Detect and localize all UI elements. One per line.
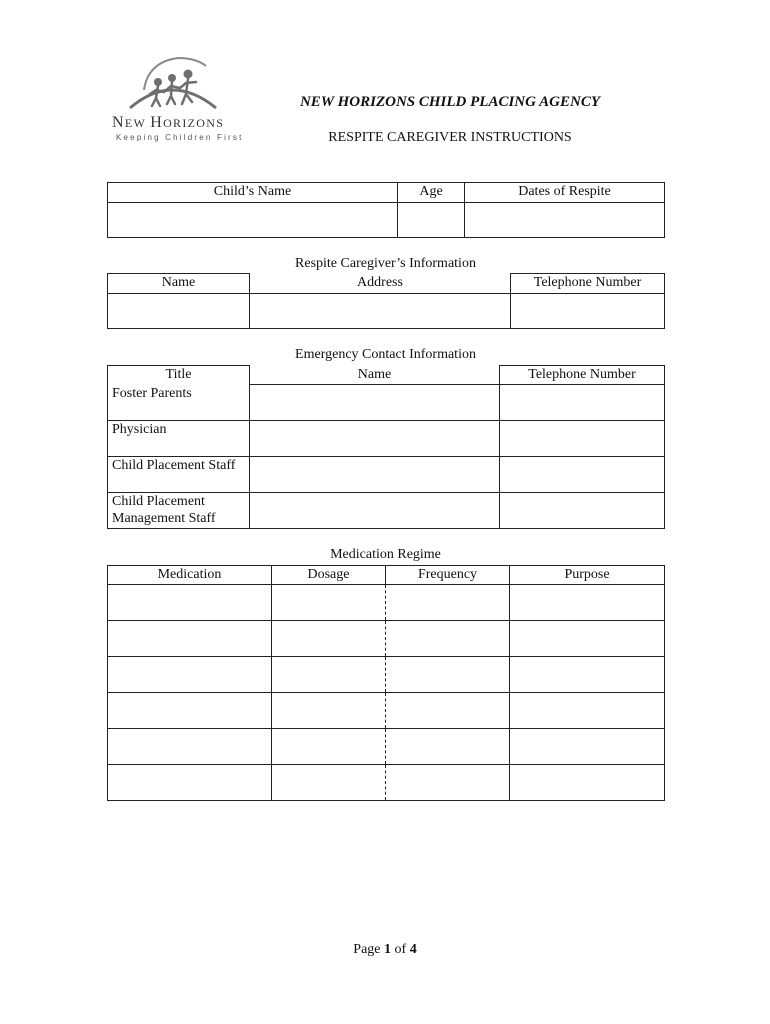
logo-letter-n: N — [112, 114, 125, 131]
dosage-cell[interactable] — [272, 729, 386, 765]
total-pages: 4 — [409, 942, 417, 957]
foster-parents-telephone-cell[interactable] — [500, 385, 665, 421]
frequency-cell[interactable] — [386, 621, 510, 657]
emergency-header-row — [108, 366, 665, 385]
medication-cell[interactable] — [108, 621, 272, 657]
header-age: Age — [398, 183, 465, 203]
medication-row — [108, 621, 665, 657]
medication-row — [108, 729, 665, 765]
physician-name-cell[interactable] — [250, 421, 500, 457]
medication-section-title: Medication Regime — [330, 547, 441, 562]
foster-parents-name-cell[interactable] — [250, 385, 500, 421]
page-indicator — [0, 942, 770, 958]
medication-header-row — [108, 566, 665, 585]
title-physician: Physician — [108, 421, 250, 457]
header-frequency: Frequency — [386, 566, 510, 585]
caregiver-section-title: Respite Caregiver’s Information — [295, 256, 476, 271]
child-info-table — [107, 182, 665, 238]
caregiver-name-cell[interactable] — [108, 294, 250, 329]
medication-table — [107, 565, 665, 801]
agency-title: NEW HORIZONS CHILD PLACING AGENCY — [299, 94, 601, 110]
purpose-cell[interactable] — [510, 765, 665, 801]
caregiver-address-cell[interactable] — [250, 294, 511, 329]
caregiver-header-row — [108, 274, 665, 294]
header-caregiver-name: Name — [108, 274, 250, 294]
child-table-header-row — [108, 183, 665, 203]
header-medication: Medication — [108, 566, 272, 585]
caregiver-table — [107, 273, 665, 329]
frequency-cell[interactable] — [386, 765, 510, 801]
dosage-cell[interactable] — [272, 765, 386, 801]
page-number: 1 — [384, 942, 392, 957]
page-label: Page — [353, 942, 385, 957]
header-childs-name: Child’s Name — [108, 183, 398, 203]
caregiver-row — [108, 294, 665, 329]
purpose-cell[interactable] — [510, 657, 665, 693]
emergency-row-child-placement-management — [108, 493, 665, 529]
purpose-cell[interactable] — [510, 729, 665, 765]
dates-of-respite-cell[interactable] — [465, 203, 665, 238]
management-staff-name-cell[interactable] — [250, 493, 500, 529]
emergency-row-child-placement-staff — [108, 457, 665, 493]
medication-cell[interactable] — [108, 693, 272, 729]
header-caregiver-telephone: Telephone Number — [511, 274, 665, 294]
child-placement-staff-name-cell[interactable] — [250, 457, 500, 493]
header-dates-of-respite: Dates of Respite — [465, 183, 665, 203]
caregiver-telephone-cell[interactable] — [511, 294, 665, 329]
dosage-cell[interactable] — [272, 585, 386, 621]
purpose-cell[interactable] — [510, 585, 665, 621]
header-dosage: Dosage — [272, 566, 386, 585]
title-child-placement-management-staff: Child Placement Management Staff — [108, 493, 250, 529]
logo-tagline: Keeping Children First — [116, 133, 244, 142]
title-child-placement-staff: Child Placement Staff — [108, 457, 250, 493]
emergency-row-foster-parents — [108, 385, 665, 421]
frequency-cell[interactable] — [386, 657, 510, 693]
childs-name-cell[interactable] — [108, 203, 398, 238]
medication-row — [108, 657, 665, 693]
header-title: Title — [108, 366, 250, 385]
medication-row — [108, 765, 665, 801]
header-caregiver-address: Address — [250, 274, 511, 294]
medication-cell[interactable] — [108, 585, 272, 621]
emergency-section-title: Emergency Contact Information — [295, 347, 476, 362]
dosage-cell[interactable] — [272, 621, 386, 657]
medication-cell[interactable] — [108, 765, 272, 801]
purpose-cell[interactable] — [510, 621, 665, 657]
child-table-row — [108, 203, 665, 238]
age-cell[interactable] — [398, 203, 465, 238]
form-subtitle: RESPITE CAREGIVER INSTRUCTIONS — [328, 130, 572, 145]
emergency-contact-table — [107, 365, 665, 529]
title-foster-parents: Foster Parents — [108, 385, 250, 421]
dosage-cell[interactable] — [272, 693, 386, 729]
child-placement-staff-telephone-cell[interactable] — [500, 457, 665, 493]
header-contact-telephone: Telephone Number — [500, 366, 665, 385]
logo-letter-h: H — [150, 114, 164, 131]
header-contact-name: Name — [250, 366, 500, 385]
of-label: of — [391, 942, 410, 957]
emergency-row-physician — [108, 421, 665, 457]
logo-word-horizons: ORIZONS — [163, 116, 225, 130]
management-staff-telephone-cell[interactable] — [500, 493, 665, 529]
purpose-cell[interactable] — [510, 693, 665, 729]
medication-cell[interactable] — [108, 657, 272, 693]
medication-row — [108, 693, 665, 729]
logo-word-new: EW — [124, 116, 151, 130]
frequency-cell[interactable] — [386, 729, 510, 765]
frequency-cell[interactable] — [386, 693, 510, 729]
dosage-cell[interactable] — [272, 657, 386, 693]
frequency-cell[interactable] — [386, 585, 510, 621]
header-purpose: Purpose — [510, 566, 665, 585]
physician-telephone-cell[interactable] — [500, 421, 665, 457]
medication-cell[interactable] — [108, 729, 272, 765]
medication-row — [108, 585, 665, 621]
